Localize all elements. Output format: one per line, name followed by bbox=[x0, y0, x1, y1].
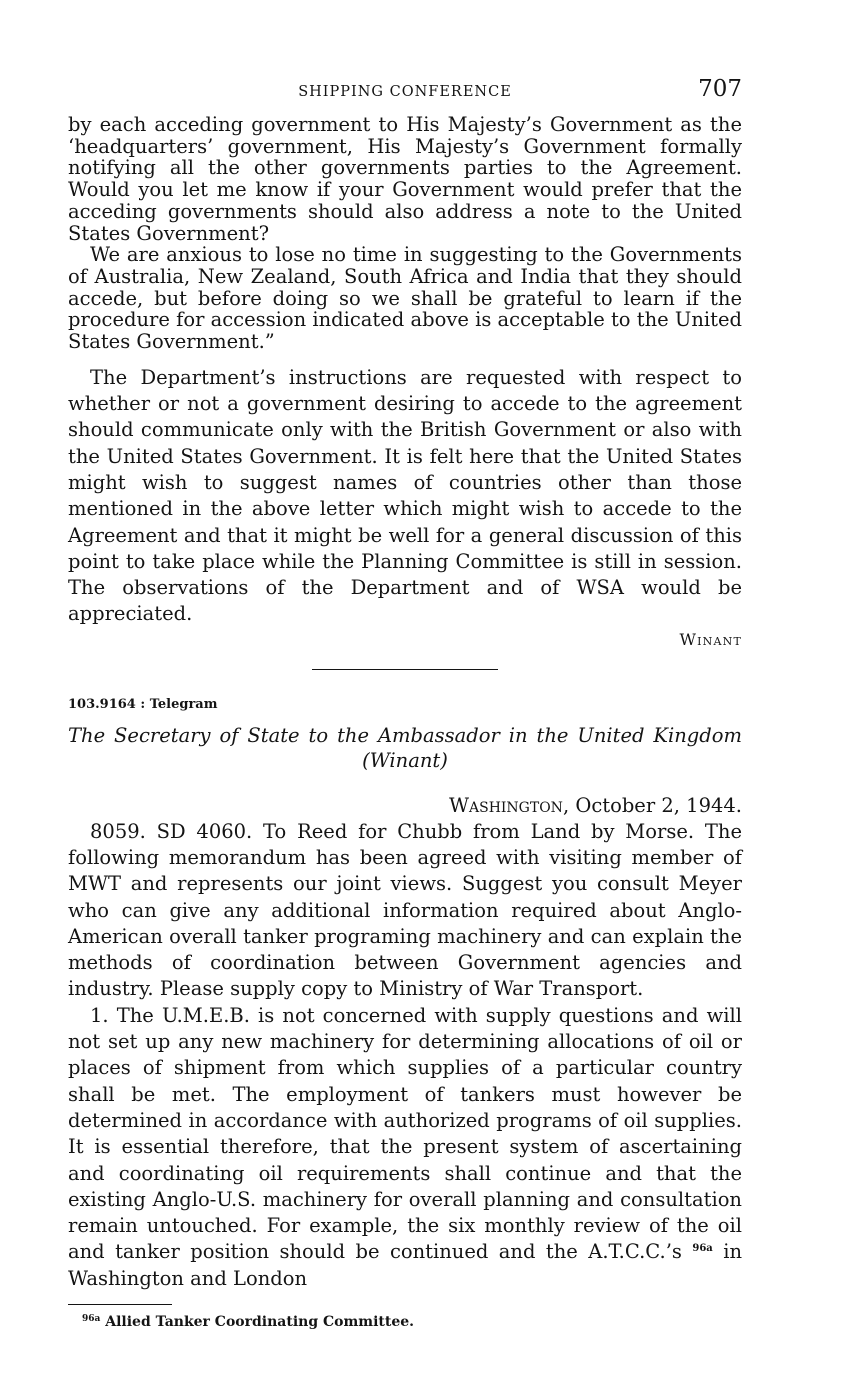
footnote-divider bbox=[68, 1304, 172, 1305]
body-paragraph: The Department’s instructions are requested with respect to whether or not a government desiring to accede to the agreement should communicate only with the British Government or also with the United States Government. It is felt here that the United States might wish to suggest names of countries other than those mentioned in the above letter which might wish to accede to the Agreement and that it might be well for a general discussion of this point to take place while the Planning Committee is still in session. The observations of the Department and of WSA would be appreciated. bbox=[68, 365, 742, 626]
quote-paragraph-2: We are anxious to lose no time in suggesting to the Governments of Australia, New Zealand, South Africa and India that they should accede, but before doing so we shall be grateful to learn if the procedure for accession indicated above is acceptable to the United States Government.” bbox=[68, 243, 742, 354]
footnote bbox=[68, 1312, 742, 1332]
file-reference: 103.9164 : Telegram bbox=[68, 696, 218, 712]
dateline-place: Washington bbox=[448, 793, 563, 817]
signature: Winant bbox=[679, 629, 742, 649]
document-title: The Secretary of State to the Ambassador in the United Kingdom (Winant) bbox=[68, 723, 742, 772]
telegram-paragraph-2 bbox=[68, 1003, 742, 1292]
footnote-text: Allied Tanker Coordinating Committee. bbox=[100, 1314, 415, 1331]
document-page bbox=[68, 70, 742, 1332]
paragraph-text-end: in Washington and London bbox=[68, 1240, 743, 1290]
telegram-paragraph-1: 8059. SD 4060. To Reed for Chubb from Land by Morse. The following memorandum has been agreed with visiting member of MWT and represents our joint views. Suggest you consult Meyer who can give any additional information required about Anglo-American overall tanker programing machinery and can explain the methods of coordination between Government agencies and industry. Please supply copy to Ministry of War Transport. bbox=[68, 819, 742, 1001]
dateline bbox=[68, 793, 742, 819]
footnote-marker: 96a bbox=[82, 1314, 101, 1325]
dateline-date: , October 2, 1944. bbox=[562, 793, 742, 817]
running-title: SHIPPING CONFERENCE bbox=[298, 84, 512, 100]
footnote-reference: 96a bbox=[692, 1243, 713, 1255]
paragraph-text: 1. The U.M.E.B. is not concerned with supply questions and will not set up any new machinery for determining allocations of oil or places of shipment from which supplies of a particular country shall be met. The employment of tankers must however be determined in accordance with authorized programs of oil supplies. It is essential therefore, that the present system of ascertaining and coordinating oil requirements shall continue and that the existing Anglo-U.S. machinery for overall planning and consultation remain untouched. For example, the six monthly review of the oil and tanker position should be continued and the A.T.C.C.’s bbox=[68, 1003, 742, 1264]
section-divider bbox=[312, 669, 498, 670]
quoted-letter bbox=[68, 114, 742, 353]
page-header bbox=[68, 70, 742, 114]
page-number: 707 bbox=[698, 76, 742, 102]
quote-paragraph-1: by each acceding government to His Majesty’s Government as the ‘headquarters’ government, His Majesty’s Government formally notifying all the other governments parties to the Agreement. Would you let me know if your Government would prefer that the acceding governments should also address a note to the United States Government? bbox=[68, 113, 742, 245]
